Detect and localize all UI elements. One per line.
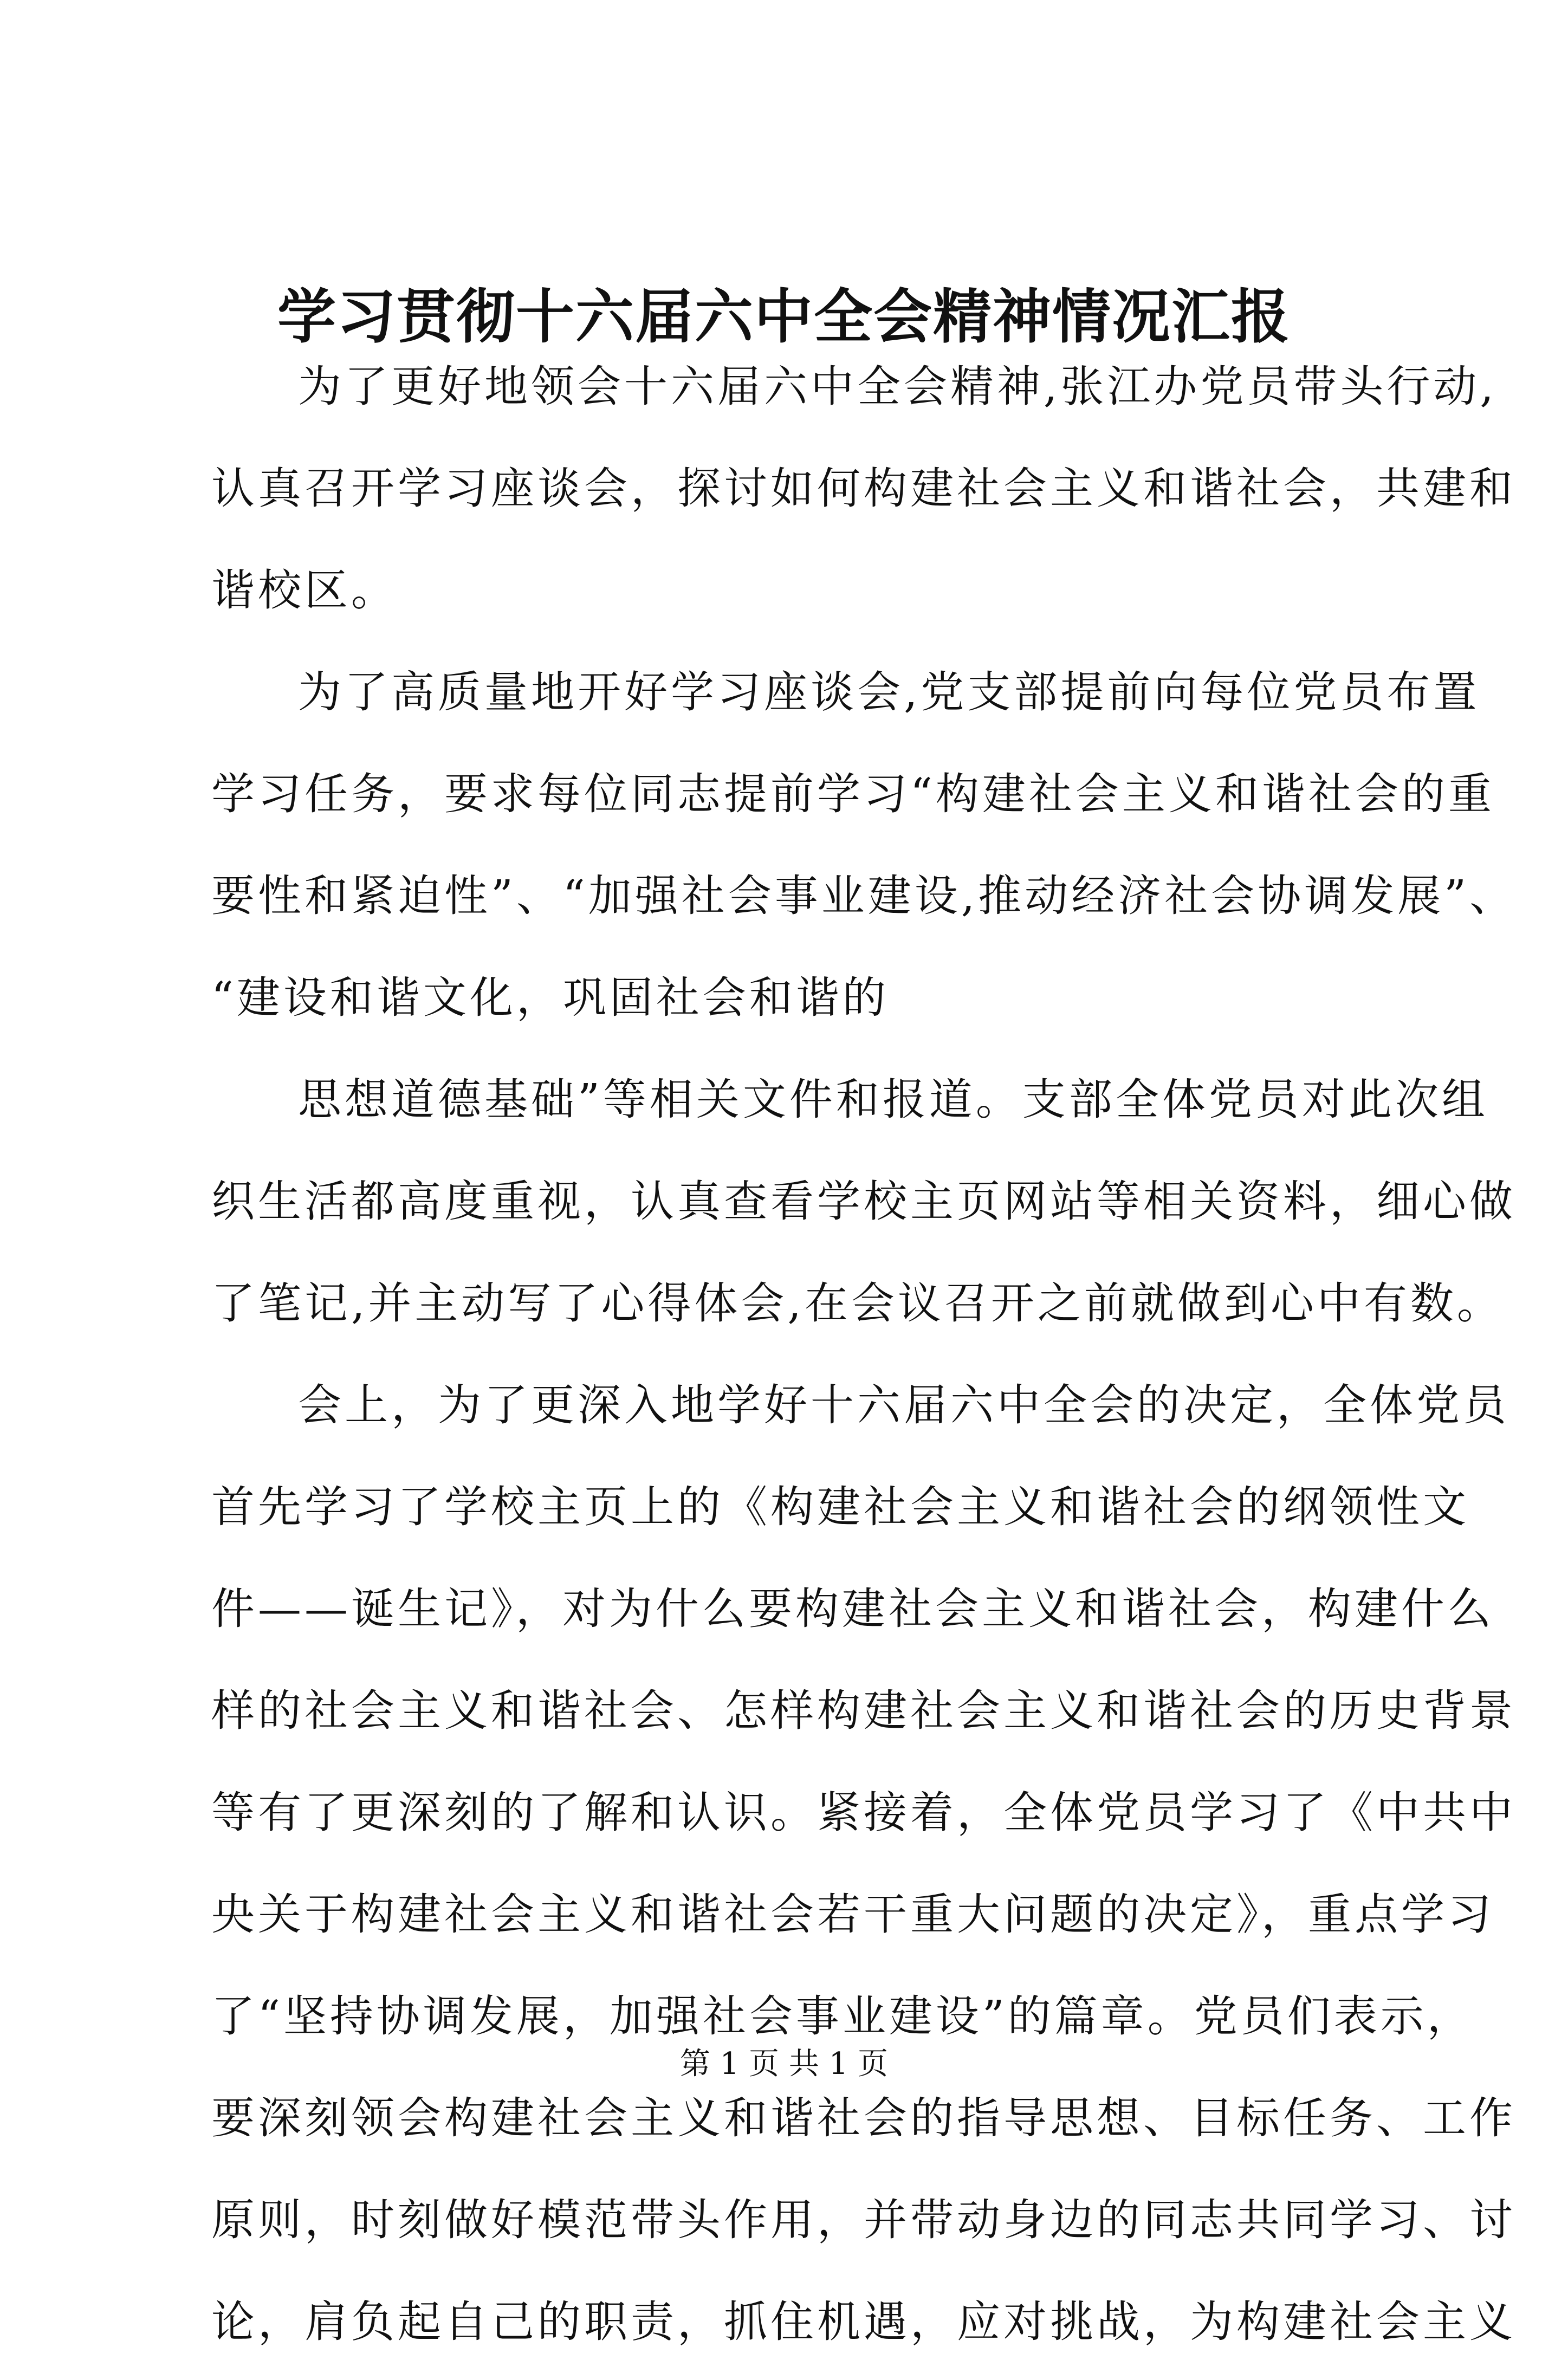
paragraph-3-line-1: 思想道德基础”等相关文件和报道。支部全体党员对此次组	[298, 1074, 1488, 1125]
page-number-footer: 第 1 页 共 1 页	[679, 2046, 889, 2082]
paragraph-1-line-3: 谐校区。	[211, 565, 398, 615]
paragraph-2-line-1: 为了高质量地开好学习座谈会,党支部提前向每位党员布置	[298, 667, 1480, 717]
paragraph-4-line-10: 论，肩负起自己的职责，抓住机遇，应对挑战，为构建社会主义	[211, 2297, 1516, 2347]
paragraph-2-line-2: 学习任务，要求每位同志提前学习“构建社会主义和谐社会的重	[211, 769, 1495, 819]
paragraph-4-line-7: 了“坚持协调发展，加强社会事业建设”的篇章。党员们表示，	[211, 1991, 1474, 2041]
paragraph-4-line-3: 件——诞生记》，对为什么要构建社会主义和谐社会，构建什么	[211, 1584, 1494, 1634]
paragraph-1-line-1: 为了更好地领会十六届六中全会精神,张江办党员带头行动,	[298, 361, 1497, 412]
paragraph-3-line-3: 了笔记,并主动写了心得体会,在会议召开之前就做到心中有数。	[211, 1278, 1504, 1328]
paragraph-4-line-5: 等有了更深刻的了解和认识。紧接着，全体党员学习了《中共中	[211, 1787, 1516, 1838]
paragraph-4-line-1: 会上，为了更深入地学好十六届六中全会的决定，全体党员	[298, 1380, 1509, 1430]
paragraph-4-line-8: 要深刻领会构建社会主义和谐社会的指导思想、目标任务、工作	[211, 2093, 1516, 2143]
paragraph-3-line-2: 织生活都高度重视，认真查看学校主页网站等相关资料，细心做	[211, 1176, 1516, 1227]
paragraph-4-line-9: 原则，时刻做好模范带头作用，并带动身边的同志共同学习、讨	[211, 2195, 1516, 2245]
paragraph-2-line-4: “建设和谐文化，巩固社会和谐的	[211, 972, 889, 1023]
paragraph-4-line-2: 首先学习了学校主页上的《构建社会主义和谐社会的纲领性文	[211, 1482, 1469, 1532]
paragraph-1-line-2: 认真召开学习座谈会，探讨如何构建社会主义和谐社会，共建和	[211, 463, 1516, 514]
paragraph-2-line-3: 要性和紧迫性”、“加强社会事业建设,推动经济社会协调发展”、	[211, 871, 1517, 921]
paragraph-4-line-4: 样的社会主义和谐社会、怎样构建社会主义和谐社会的历史背景	[211, 1685, 1516, 1736]
document-title: 学习贯彻十六届六中全会精神情况汇报	[277, 283, 1291, 351]
paragraph-4-line-6: 央关于构建社会主义和谐社会若干重大问题的决定》，重点学习	[211, 1889, 1494, 1940]
